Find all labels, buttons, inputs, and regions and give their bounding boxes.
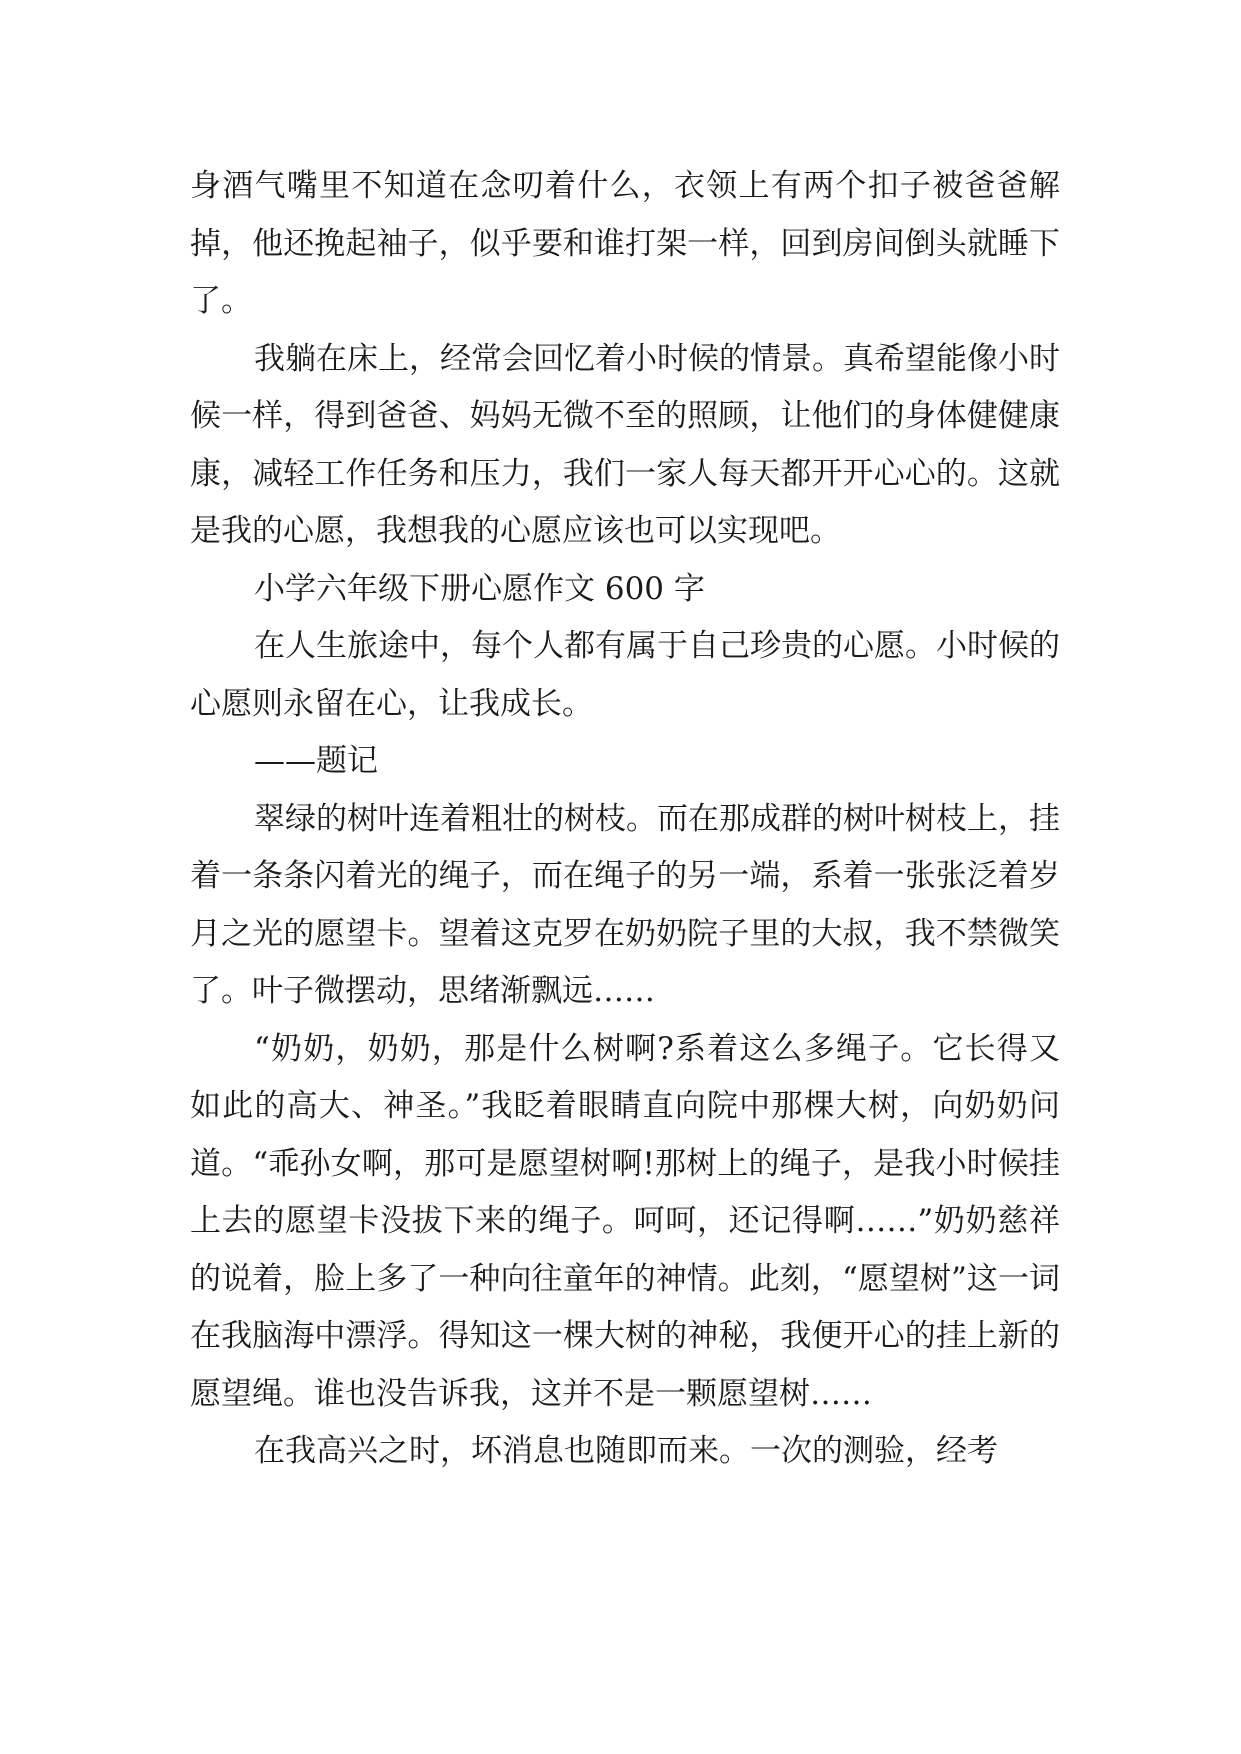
paragraph-tree: 翠绿的树叶连着粗壮的树枝。而在那成群的树叶树枝上，挂着一条条闪着光的绳子，而在绳子的另一端，系着一张张泛着岁月之光的愿望卡。望着这克罗在奶奶院子里的大叔，我不禁微笑了。叶子微摆动，思绪渐飘远…… <box>190 800 1060 1009</box>
essay-body <box>190 158 1060 1481</box>
paragraph-dialogue: “奶奶，奶奶，那是什么树啊?系着这么多绳子。它长得又如此的高大、神圣。”我眨着眼睛直向院中那棵大树，向奶奶问道。“乖孙女啊，那可是愿望树啊!那树上的绳子，是我小时候挂上去的愿望卡没拔下来的绳子。呵呵，还记得啊……”奶奶慈祥的说着，脸上多了一种向往童年的神情。此刻，“愿望树”这一词在我脑海中漂浮。得知这一棵大树的神秘，我便开心的挂上新的愿望绳。谁也没告诉我，这并不是一颗愿望树…… <box>190 1030 1060 1412</box>
paragraph-continuation: 身酒气嘴里不知道在念叨着什么，衣领上有两个扣子被爸爸解掉，他还挽起袖子，似乎要和谁打架一样，回到房间倒头就睡下了。 <box>190 168 1060 319</box>
paragraph-epigraph: 在人生旅途中，每个人都有属于自己珍贵的心愿。小时候的心愿则永留在心，让我成长。 <box>190 628 1060 722</box>
paragraph-bad-news: 在我高兴之时，坏消息也随即而来。一次的测验，经考 <box>254 1433 998 1469</box>
paragraph-memory: 我躺在床上，经常会回忆着小时候的情景。真希望能像小时候一样，得到爸爸、妈妈无微不至的照顾，让他们的身体健健康康，减轻工作任务和压力，我们一家人每天都开开心心的。这就是我的心愿，我想我的心愿应该也可以实现吧。 <box>190 340 1060 549</box>
essay-title: 小学六年级下册心愿作文 600 字 <box>254 570 705 607</box>
epigraph-attribution: ——题记 <box>254 743 378 779</box>
